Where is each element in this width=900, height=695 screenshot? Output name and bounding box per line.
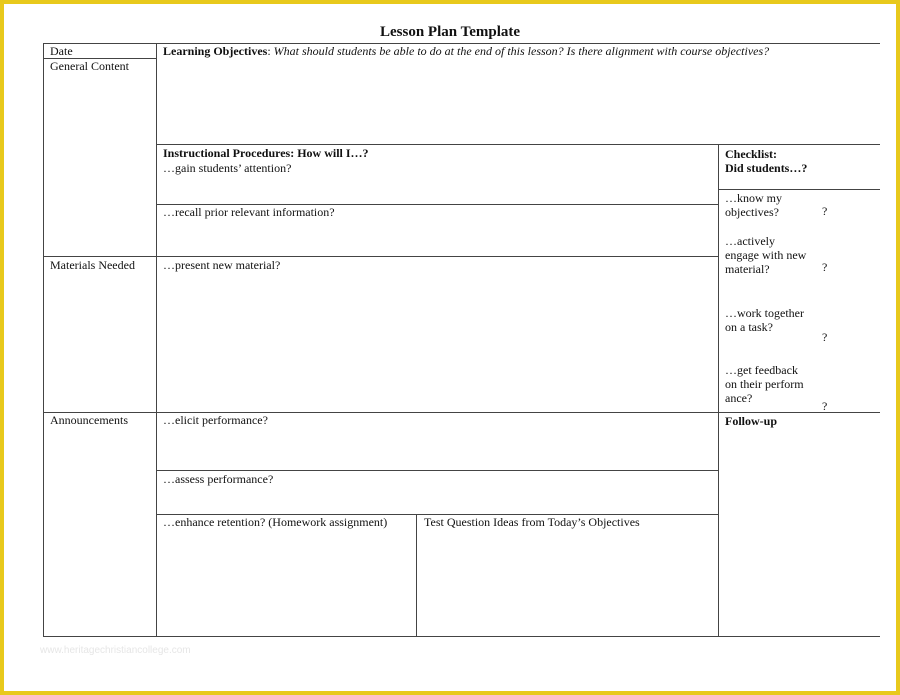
checklist-divider [718, 144, 719, 637]
left-column-divider [156, 43, 157, 637]
present-material-prompt: …present new material? [163, 258, 281, 272]
left-border [43, 43, 44, 637]
watermark: www.heritagechristiancollege.com [40, 645, 191, 656]
checklist-q3-line2: on a task? [725, 320, 773, 334]
learning-objectives-label: Learning Objectives [163, 44, 268, 58]
recall-prompt: …recall prior relevant information? [163, 205, 335, 219]
instructional-heading: Instructional Procedures: How will I…? [163, 146, 369, 160]
enhance-retention-prompt: …enhance retention? (Homework assignment) [163, 515, 388, 529]
checklist-q3-line1: …work together [725, 306, 804, 320]
checklist-subheading: Did students…? [725, 161, 808, 175]
checklist-q1-line2: objectives? [725, 205, 779, 219]
checklist-heading-divider [718, 189, 880, 190]
checklist-q4-line1: …get feedback [725, 363, 798, 377]
document-title: Lesson Plan Template [379, 24, 521, 40]
elicit-divider [156, 470, 718, 471]
follow-up-label: Follow-up [725, 414, 778, 428]
checklist-q2-line2: engage with new [725, 248, 807, 262]
objectives-divider [156, 144, 880, 145]
checklist-heading: Checklist: [725, 147, 777, 161]
materials-needed-label: Materials Needed [50, 258, 135, 272]
learning-objectives-prompt [163, 44, 769, 58]
gain-attention-prompt: …gain students’ attention? [163, 161, 292, 175]
table-bottom-border [43, 636, 880, 637]
assess-performance-prompt: …assess performance? [163, 472, 274, 486]
checklist-q2-line3: material? [725, 262, 770, 276]
checklist-q4-line3: ance? [725, 391, 753, 405]
elicit-performance-prompt: …elicit performance? [163, 413, 268, 427]
checklist-q4-mark: ? [822, 399, 828, 413]
checklist-q1-line1: …know my [725, 191, 782, 205]
learning-objectives-separator: : [267, 44, 271, 58]
checklist-q3-mark: ? [822, 330, 828, 344]
recall-divider [156, 256, 718, 257]
general-content-label: General Content [50, 59, 129, 73]
homework-divider [416, 514, 417, 637]
checklist-q2-mark: ? [822, 260, 828, 274]
general-content-divider [43, 256, 156, 257]
test-question-ideas-label: Test Question Ideas from Today’s Objectives [424, 515, 640, 529]
date-label: Date [50, 44, 73, 58]
announcements-label: Announcements [50, 413, 128, 427]
checklist-q2-line1: …actively [725, 234, 775, 248]
learning-objectives-question: What should students be able to do at the end of this lesson? Is there alignment with course objectives? [273, 44, 770, 58]
checklist-q4-line2: on their perform [725, 377, 804, 391]
checklist-q1-mark: ? [822, 204, 828, 218]
